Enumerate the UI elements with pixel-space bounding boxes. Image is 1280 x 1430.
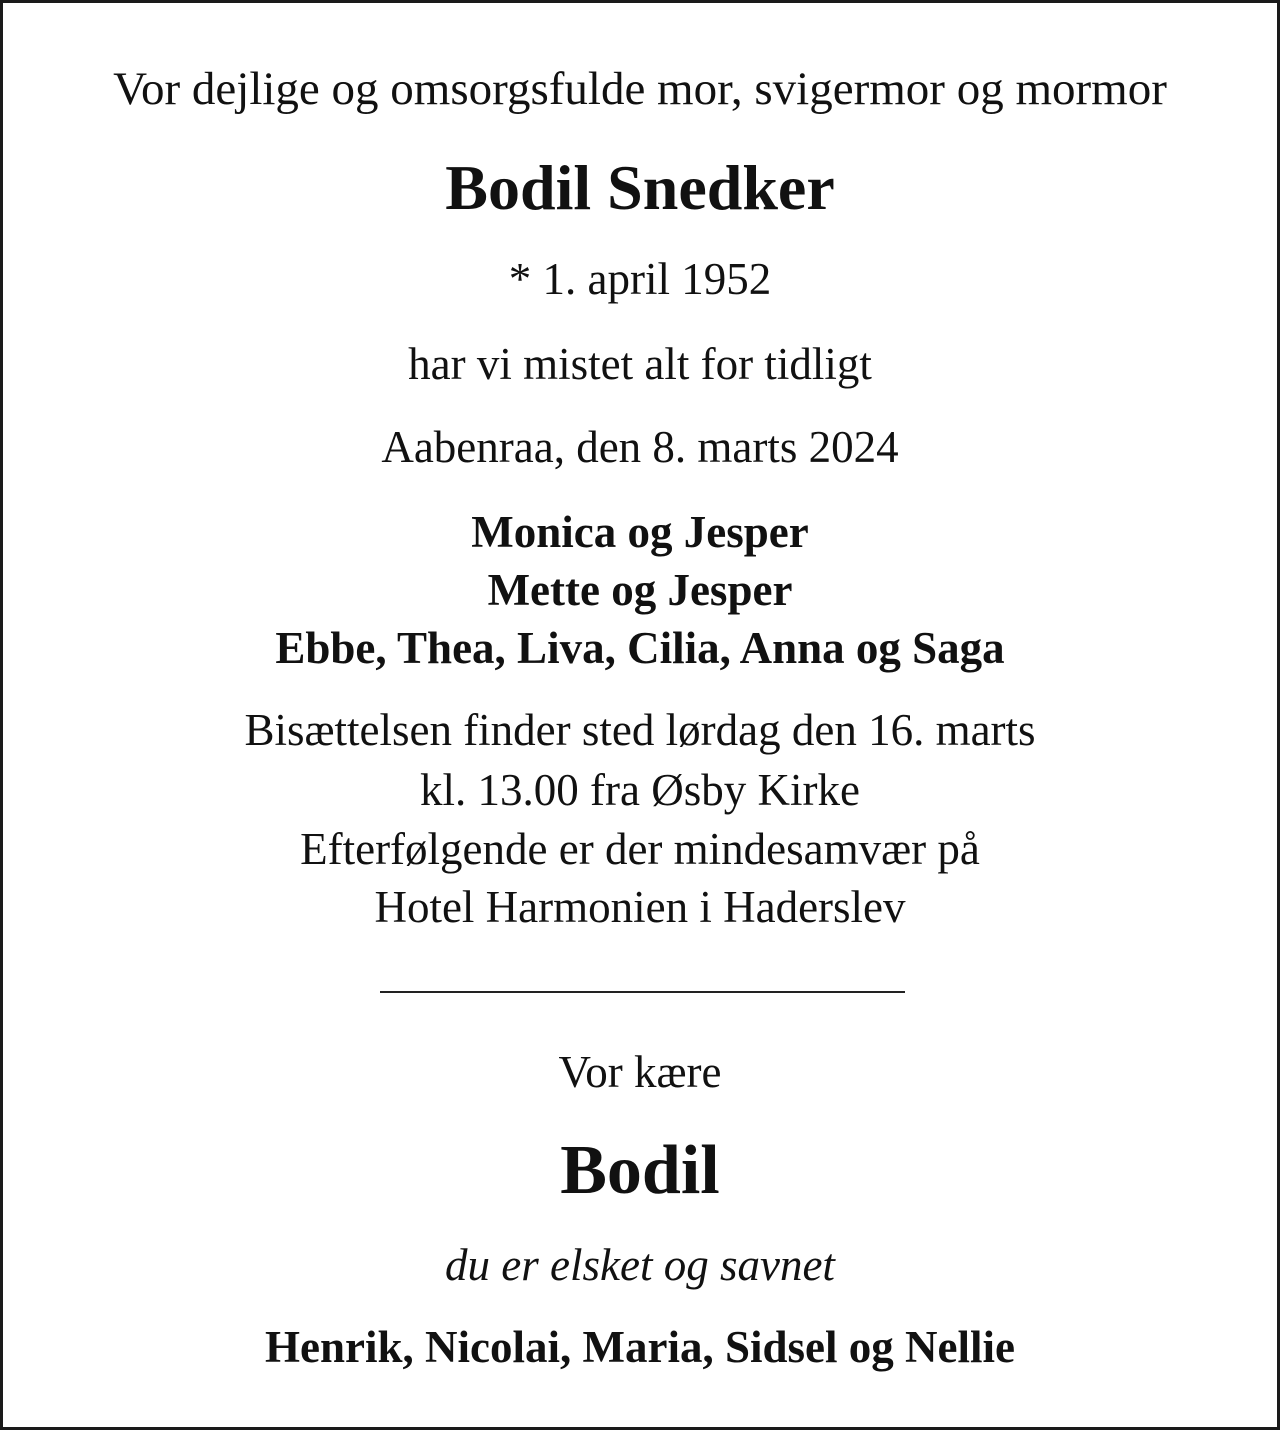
loss-text: har vi mistet alt for tidligt: [408, 339, 872, 389]
loved-text: du er elsket og savnet: [445, 1240, 835, 1290]
family-line: Monica og Jesper: [471, 507, 809, 557]
funeral-info-line: Efterfølgende er der mindesamvær på: [300, 824, 980, 874]
signers: Henrik, Nicolai, Maria, Sidsel og Nellie: [265, 1322, 1015, 1372]
section-divider: [380, 991, 905, 993]
place-and-date: Aabenraa, den 8. marts 2024: [381, 422, 899, 472]
funeral-info-line: Bisættelsen finder sted lørdag den 16. marts: [244, 705, 1036, 755]
funeral-info-line: kl. 13.00 fra Øsby Kirke: [420, 765, 860, 815]
family-line: Mette og Jesper: [487, 565, 793, 615]
deceased-name: Bodil Snedker: [445, 152, 835, 223]
intro-text: Vor dejlige og omsorgsfulde mor, svigermor og mormor: [113, 63, 1167, 115]
birth-date: * 1. april 1952: [508, 254, 772, 304]
second-name: Bodil: [560, 1132, 720, 1209]
funeral-info-line: Hotel Harmonien i Haderslev: [374, 882, 906, 932]
family-line: Ebbe, Thea, Liva, Cilia, Anna og Saga: [275, 623, 1005, 673]
second-greeting: Vor kære: [558, 1047, 722, 1097]
